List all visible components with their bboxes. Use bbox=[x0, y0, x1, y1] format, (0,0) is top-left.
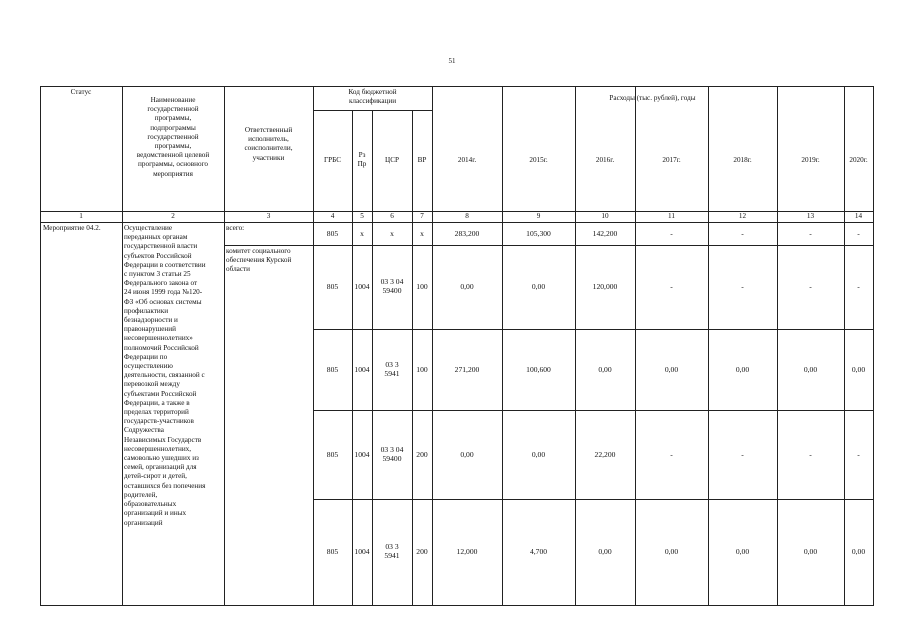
column-number: 11 bbox=[668, 212, 675, 220]
row-responsible-line: обеспечения Курской bbox=[226, 256, 292, 265]
row-value: - bbox=[670, 282, 673, 291]
responsible-header-line: участники bbox=[252, 153, 285, 162]
csr-header: ЦСР bbox=[385, 156, 399, 164]
row-rzpr: 1004 bbox=[354, 365, 370, 374]
year-header: 2020г. bbox=[849, 156, 868, 164]
row-value: 0,00 bbox=[664, 365, 679, 374]
row-value: 0,00 bbox=[735, 547, 750, 556]
budget-code-header bbox=[314, 88, 431, 106]
measure-name-line: родителей, bbox=[124, 490, 158, 499]
measure-name-line: переданных органам bbox=[124, 233, 188, 242]
year-header: 2019г. bbox=[801, 156, 820, 164]
row-csr-line: 03 3 bbox=[385, 360, 399, 369]
measure-name-line: пределах территорий bbox=[124, 408, 189, 417]
row-csr-line: 03 3 04 bbox=[380, 445, 404, 454]
row-value: 22,200 bbox=[594, 450, 616, 459]
row-value: 271,200 bbox=[454, 365, 480, 374]
measure-name-line: образовательных bbox=[124, 500, 177, 509]
name-header-line: программы, bbox=[154, 142, 192, 151]
row-vr: 100 bbox=[416, 365, 428, 374]
row-value: 0,00 bbox=[460, 450, 474, 459]
row-rzpr: x bbox=[360, 229, 364, 238]
rzpr-header-line: Пр bbox=[357, 160, 367, 169]
row-value: 100,600 bbox=[526, 365, 551, 374]
responsible-header-line: Ответственный bbox=[244, 126, 293, 134]
measure-name-line: организаций bbox=[124, 518, 163, 527]
row-csr-line: 5941 bbox=[384, 369, 400, 379]
measure-name bbox=[123, 224, 224, 528]
budget-code-header-line: классификации bbox=[348, 97, 397, 106]
measure-status: Мероприятие 04.2. bbox=[43, 224, 101, 232]
responsible-header-line: исполнитель, bbox=[248, 135, 289, 144]
budget-code-header-line: Код бюджетной bbox=[348, 88, 397, 96]
name-header-line: программы, bbox=[154, 114, 192, 123]
row-grbs: 805 bbox=[326, 365, 339, 374]
year-header: 2016г. bbox=[595, 156, 615, 164]
row-csr bbox=[373, 277, 411, 295]
column-number: 12 bbox=[738, 212, 747, 220]
measure-name-line: Федерации по bbox=[124, 352, 168, 361]
measure-name-line: несовершеннолетних» bbox=[124, 334, 193, 343]
status-header: Статус bbox=[70, 88, 92, 96]
measure-name-line: Федерации в соответствии bbox=[124, 260, 206, 269]
row-value: 0,00 bbox=[851, 547, 866, 556]
row-csr-line: 03 3 04 bbox=[380, 277, 404, 286]
measure-name-line: с пунктом 3 статьи 25 bbox=[124, 270, 191, 279]
measure-name-line: деятельности, связанной с bbox=[124, 371, 205, 380]
name-header-line: государственной bbox=[147, 132, 199, 141]
responsible-header bbox=[225, 126, 312, 163]
column-border bbox=[224, 86, 225, 605]
row-value: 142,200 bbox=[592, 229, 618, 238]
row-csr bbox=[373, 542, 411, 560]
row-value: 0,00 bbox=[531, 450, 546, 459]
row-value: - bbox=[809, 450, 812, 459]
measure-name-line: семей, организаций для bbox=[124, 463, 197, 472]
column-number: 10 bbox=[601, 212, 609, 220]
row-divider bbox=[313, 410, 874, 411]
column-number: 13 bbox=[806, 212, 815, 220]
row-value: - bbox=[670, 450, 673, 459]
row-value: 0,00 bbox=[598, 365, 612, 374]
row-rzpr: 1004 bbox=[354, 282, 370, 291]
column-number: 5 bbox=[360, 212, 364, 220]
column-number: 7 bbox=[420, 212, 424, 220]
row-value: - bbox=[857, 282, 860, 291]
row-vr: 200 bbox=[416, 450, 428, 459]
row-grbs: 805 bbox=[326, 282, 339, 291]
row-value: 0,00 bbox=[735, 365, 750, 374]
measure-name-line: государств-участников bbox=[124, 417, 194, 426]
row-value: 0,00 bbox=[851, 365, 866, 374]
column-border bbox=[352, 110, 353, 605]
row-csr-line: x bbox=[390, 229, 394, 238]
column-numbers-rule bbox=[40, 222, 874, 223]
row-vr: 200 bbox=[416, 547, 428, 556]
row-value: - bbox=[741, 229, 744, 238]
row-value: - bbox=[857, 229, 860, 238]
vr-header: ВР bbox=[417, 156, 427, 164]
row-csr bbox=[373, 229, 411, 238]
column-number: 8 bbox=[465, 212, 469, 220]
measure-name-line: безнадзорности и bbox=[124, 316, 178, 325]
year-header: 2017г. bbox=[662, 156, 681, 164]
row-divider bbox=[313, 499, 874, 500]
column-border bbox=[40, 86, 41, 605]
grbs-header: ГРБС bbox=[323, 156, 342, 164]
row-csr bbox=[373, 445, 411, 463]
row-value: - bbox=[670, 229, 673, 238]
row-value: 283,200 bbox=[454, 229, 480, 238]
measure-name-line: профилактики bbox=[124, 306, 169, 315]
name-header-line: государственной bbox=[147, 105, 199, 114]
row-value: 105,300 bbox=[526, 229, 551, 238]
responsible-header-line: соисполнители, bbox=[244, 144, 293, 153]
row-vr: x bbox=[420, 229, 424, 238]
measure-name-line: Содружества bbox=[124, 426, 164, 435]
expenses-header: Расходы (тыс. рублей), годы bbox=[609, 94, 696, 102]
row-grbs: 805 bbox=[326, 547, 339, 556]
row-value: 12,000 bbox=[456, 547, 478, 556]
measure-name-line: государственной власти bbox=[124, 242, 198, 251]
row-value: 4,700 bbox=[529, 547, 548, 556]
measure-name-line: Осуществление bbox=[124, 224, 173, 232]
row-value: 0,00 bbox=[531, 282, 546, 291]
row-value: - bbox=[809, 282, 812, 291]
table-top-border bbox=[40, 86, 874, 87]
row-vr: 100 bbox=[416, 282, 428, 291]
row-csr-line: 59400 bbox=[382, 286, 402, 296]
name-header-line: программы, основного bbox=[138, 160, 208, 169]
measure-name-line: перевозкой между bbox=[124, 380, 180, 389]
measure-name-line: несовершеннолетних, bbox=[124, 444, 192, 453]
rzpr-header-line: Рз bbox=[358, 151, 366, 159]
measure-name-line: правонарушений bbox=[124, 325, 176, 334]
row-responsible bbox=[225, 247, 313, 275]
column-number: 6 bbox=[390, 212, 394, 220]
row-divider bbox=[313, 329, 874, 330]
row-responsible-line: всего: bbox=[226, 224, 245, 232]
name-header-line: Наименование bbox=[150, 96, 196, 104]
column-number: 2 bbox=[171, 212, 175, 220]
name-header-line: ведомственной целевой bbox=[136, 151, 210, 160]
row-value: - bbox=[809, 229, 812, 238]
measure-name-line: Независимых Государств bbox=[124, 435, 202, 444]
row-csr-line: 5941 bbox=[384, 551, 400, 561]
measure-name-line: Федерации, а также в bbox=[124, 398, 190, 407]
measure-name-line: ФЗ «Об основах системы bbox=[124, 297, 202, 306]
measure-name-line: самовольно ушедших из bbox=[124, 454, 199, 463]
row-value: 0,00 bbox=[598, 547, 612, 556]
column-number: 4 bbox=[330, 212, 335, 220]
name-header-line: мероприятия bbox=[153, 169, 193, 178]
row-grbs: 805 bbox=[326, 229, 339, 238]
row-grbs: 805 bbox=[326, 450, 339, 459]
row-csr-line: 59400 bbox=[382, 454, 402, 464]
year-header: 2015г. bbox=[529, 156, 548, 164]
measure-name-line: осуществлению bbox=[124, 362, 173, 371]
row-csr-line: 03 3 bbox=[385, 542, 399, 551]
measure-name-line: субъектами Российской bbox=[124, 389, 197, 398]
row-value: 0,00 bbox=[803, 365, 818, 374]
row-rzpr: 1004 bbox=[354, 547, 370, 556]
row-responsible-line: комитет социального bbox=[226, 247, 291, 255]
row-value: 0,00 bbox=[460, 282, 474, 291]
column-border bbox=[412, 110, 413, 605]
column-number: 9 bbox=[536, 212, 541, 220]
row-value: - bbox=[741, 450, 744, 459]
column-number: 14 bbox=[854, 212, 863, 220]
row-csr bbox=[373, 360, 411, 378]
page-number: 51 bbox=[448, 57, 456, 65]
name-header bbox=[123, 96, 223, 179]
budget-expenses-table bbox=[40, 86, 873, 605]
measure-name-line: оставшихся без попечения bbox=[124, 481, 206, 490]
rzpr-header bbox=[353, 151, 371, 169]
name-header-line: подпрограммы bbox=[150, 123, 196, 132]
column-border bbox=[372, 110, 373, 605]
row-value: 120,000 bbox=[592, 282, 618, 291]
column-border bbox=[873, 86, 874, 605]
measure-name-line: полномочий Российской bbox=[124, 343, 199, 352]
budget-code-divider bbox=[313, 110, 433, 111]
column-number: 1 bbox=[79, 212, 83, 220]
row-value: 0,00 bbox=[803, 547, 818, 556]
measure-name-line: организаций и иных bbox=[124, 509, 187, 518]
measure-name-line: 24 июня 1999 года №120- bbox=[124, 288, 203, 297]
measure-name-line: субъектов Российской bbox=[124, 251, 192, 260]
measure-name-line: Федерального закона от bbox=[124, 279, 198, 288]
row-rzpr: 1004 bbox=[354, 450, 370, 459]
measure-name-line: детей-сирот и детей, bbox=[124, 472, 187, 481]
row-value: - bbox=[857, 450, 860, 459]
row-value: 0,00 bbox=[664, 547, 679, 556]
row-responsible bbox=[225, 224, 313, 233]
row-responsible-line: области bbox=[226, 265, 251, 274]
row-value: - bbox=[741, 282, 744, 291]
year-header: 2018г. bbox=[733, 156, 752, 164]
table-bottom-border bbox=[40, 605, 874, 606]
year-header: 2014г. bbox=[457, 156, 477, 164]
column-number: 3 bbox=[266, 212, 271, 220]
